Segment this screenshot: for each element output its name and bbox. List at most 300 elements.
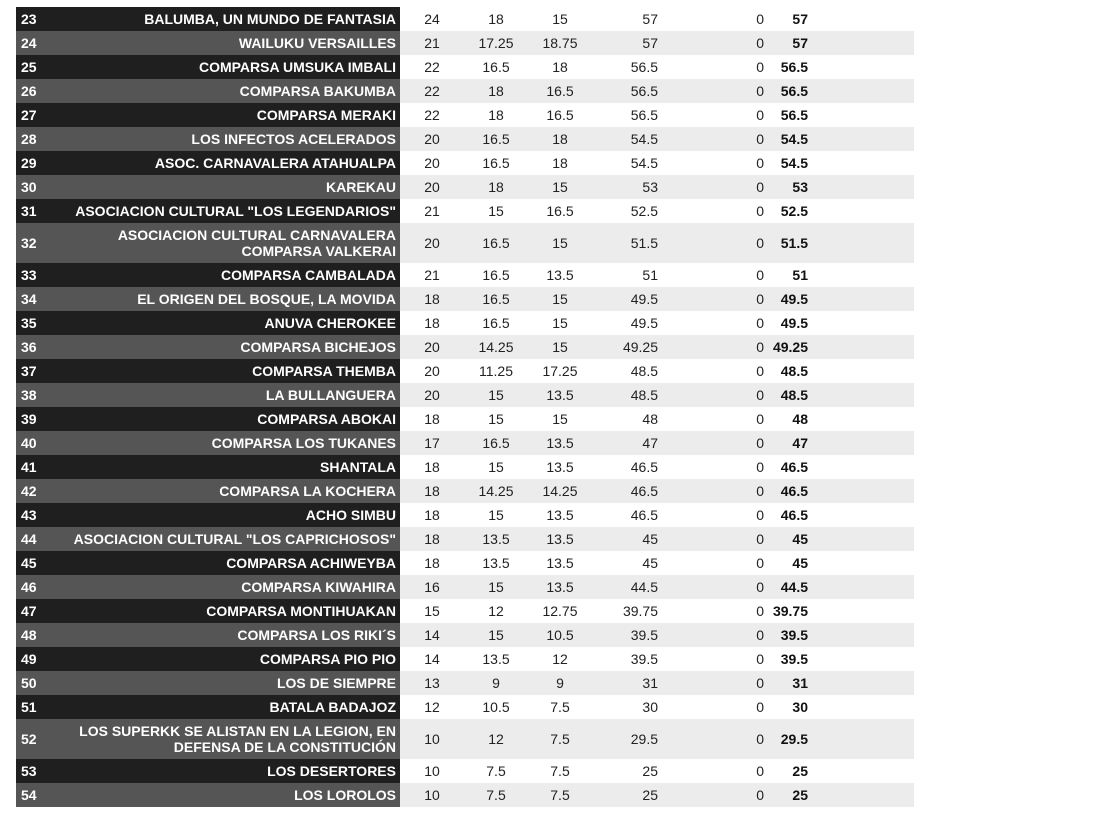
total-cell: 46.5 [780,459,808,475]
group-name-cell: ASOCIACION CULTURAL CARNAVALERA COMPARSA VALKERAI [58,223,400,263]
table-row [16,599,914,623]
score-2-cell: 16.5 [464,287,528,311]
penalty-cell: 0 [756,155,764,171]
subtotal-cell: 54.5 [630,155,658,171]
spacer-cell [812,359,914,383]
table-row [16,671,914,695]
score-2-cell: 16.5 [482,315,510,331]
rank-cell: 39 [16,407,58,431]
table-row [16,783,914,807]
total-cell: 31 [764,671,812,695]
spacer-cell [812,455,914,479]
score-1-cell: 12 [424,699,440,715]
score-3-cell: 7.5 [528,719,592,759]
spacer-cell [812,599,914,623]
subtotal-cell: 46.5 [630,459,658,475]
table-row [16,287,914,311]
score-2-cell: 16.5 [464,223,528,263]
rank-cell: 29 [16,151,58,175]
rank-cell: 42 [16,479,58,503]
spacer-cell [812,383,914,407]
group-name-cell: LOS SUPERKK SE ALISTAN EN LA LEGION, EN DEFENSA DE LA CONSTITUCIÓN [58,719,400,759]
rank-cell: 26 [16,79,58,103]
total-cell: 46.5 [764,479,812,503]
subtotal-cell: 56.5 [592,79,664,103]
spacer-cell [812,759,914,783]
subtotal-cell: 49.25 [592,335,664,359]
total-cell: 39.5 [764,623,812,647]
score-3-cell: 17.25 [542,363,578,379]
rank-cell: 34 [16,287,58,311]
score-1-cell: 10 [400,783,464,807]
group-name-cell: COMPARSA LOS TUKANES [58,431,400,455]
spacer-cell [812,575,914,599]
score-3-cell: 10.5 [528,623,592,647]
spacer-cell [812,431,914,455]
rank-cell: 46 [16,575,58,599]
group-name-cell: COMPARSA UMSUKA IMBALI [58,55,400,79]
spacer-cell [812,671,914,695]
rank-cell: 23 [16,7,58,31]
score-1-cell: 14 [424,651,440,667]
score-3-cell: 15 [528,287,592,311]
score-3-cell: 13.5 [528,527,592,551]
rank-cell: 44 [16,527,58,551]
subtotal-cell: 48.5 [592,383,664,407]
rank-cell: 38 [16,383,58,407]
total-cell: 46.5 [780,507,808,523]
subtotal-cell: 46.5 [630,507,658,523]
rank-cell: 24 [16,31,58,55]
table-row [16,127,914,151]
group-name-cell: COMPARSA ABOKAI [58,407,400,431]
rank-cell: 45 [16,551,58,575]
group-name-cell: LOS LOROLOS [58,783,400,807]
subtotal-cell: 25 [642,763,658,779]
subtotal-cell: 44.5 [592,575,664,599]
spacer-cell [812,407,914,431]
group-name-cell: COMPARSA ACHIWEYBA [58,551,400,575]
score-2-cell: 16.5 [482,59,510,75]
spacer-cell [812,335,914,359]
penalty-cell: 0 [756,555,764,571]
rank-cell: 40 [16,431,58,455]
score-2-cell: 18 [488,107,504,123]
rank-cell: 25 [16,55,58,79]
score-2-cell: 18 [464,79,528,103]
table-row [16,223,914,263]
score-1-cell: 13 [400,671,464,695]
spacer-cell [812,263,914,287]
rank-cell: 37 [16,359,58,383]
score-3-cell: 9 [528,671,592,695]
score-3-cell: 14.25 [528,479,592,503]
subtotal-cell: 56.5 [630,59,658,75]
group-name-cell: COMPARSA LOS RIKI´S [58,623,400,647]
total-cell: 25 [764,783,812,807]
score-3-cell: 7.5 [550,763,570,779]
group-name-cell: SHANTALA [58,455,400,479]
score-1-cell: 18 [400,527,464,551]
score-1-cell: 21 [424,267,440,283]
subtotal-cell: 52.5 [630,203,658,219]
penalty-cell: 0 [756,411,764,427]
results-body [16,7,914,807]
penalty-cell: 0 [664,719,764,759]
group-name-cell: COMPARSA PIO PIO [58,647,400,671]
penalty-cell: 0 [756,763,764,779]
score-1-cell: 20 [424,363,440,379]
rank-cell: 51 [16,695,58,719]
score-3-cell: 7.5 [528,783,592,807]
score-1-cell: 10 [400,719,464,759]
rank-cell: 54 [16,783,58,807]
rank-cell: 30 [16,175,58,199]
subtotal-cell: 47 [592,431,664,455]
table-row [16,407,914,431]
table-row [16,431,914,455]
total-cell: 54.5 [780,155,808,171]
spacer-cell [812,551,914,575]
total-cell: 56.5 [764,79,812,103]
spacer-cell [812,31,914,55]
score-2-cell: 11.25 [479,363,513,379]
table-row [16,479,914,503]
table-row [16,151,914,175]
score-3-cell: 13.5 [546,267,574,283]
total-cell: 29.5 [764,719,812,759]
score-2-cell: 15 [488,459,504,475]
rank-cell: 48 [16,623,58,647]
score-2-cell: 12 [488,603,504,619]
table-row [16,623,914,647]
rank-cell: 31 [16,199,58,223]
score-1-cell: 20 [424,155,440,171]
subtotal-cell: 54.5 [592,127,664,151]
spacer-cell [812,783,914,807]
score-1-cell: 20 [400,175,464,199]
total-cell: 57 [764,31,812,55]
score-3-cell: 15 [528,223,592,263]
spacer-cell [812,55,914,79]
table-row [16,263,914,287]
score-1-cell: 18 [424,507,440,523]
spacer-cell [812,79,914,103]
score-3-cell: 13.5 [528,383,592,407]
group-name-cell: COMPARSA CAMBALADA [58,263,400,287]
score-2-cell: 13.5 [482,555,510,571]
subtotal-cell: 51 [642,267,658,283]
table-row [16,503,914,527]
score-3-cell: 15 [528,175,592,199]
group-name-cell: COMPARSA THEMBA [58,359,400,383]
subtotal-cell: 53 [592,175,664,199]
score-1-cell: 20 [400,383,464,407]
group-name-cell: COMPARSA BAKUMBA [58,79,400,103]
score-2-cell: 13.5 [464,527,528,551]
spacer-cell [812,647,914,671]
total-cell: 49.5 [780,315,808,331]
rank-cell: 27 [16,103,58,127]
spacer-cell [812,719,914,759]
score-2-cell: 16.5 [482,155,510,171]
penalty-cell: 0 [664,287,764,311]
score-3-cell: 18 [528,127,592,151]
subtotal-cell: 31 [592,671,664,695]
total-cell: 49.5 [764,287,812,311]
rank-cell: 33 [16,263,58,287]
penalty-cell: 0 [664,623,764,647]
table-row [16,199,914,223]
subtotal-cell: 57 [642,11,658,27]
group-name-cell: COMPARSA MONTIHUAKAN [58,599,400,623]
spacer-cell [812,223,914,263]
score-3-cell: 13.5 [546,555,574,571]
rank-cell: 36 [16,335,58,359]
group-name-cell: ANUVA CHEROKEE [58,311,400,335]
table-row [16,551,914,575]
total-cell: 39.5 [780,651,808,667]
penalty-cell: 0 [664,335,764,359]
penalty-cell: 0 [664,431,764,455]
score-1-cell: 10 [424,763,440,779]
score-3-cell: 12.75 [542,603,578,619]
table-row [16,79,914,103]
rank-cell: 52 [16,719,58,759]
score-2-cell: 14.25 [464,479,528,503]
subtotal-cell: 30 [642,699,658,715]
score-2-cell: 7.5 [486,763,506,779]
group-name-cell: LA BULLANGUERA [58,383,400,407]
spacer-cell [812,151,914,175]
table-row [16,359,914,383]
subtotal-cell: 56.5 [630,107,658,123]
penalty-cell: 0 [664,223,764,263]
total-cell: 57 [792,11,808,27]
score-1-cell: 15 [424,603,440,619]
penalty-cell: 0 [756,507,764,523]
subtotal-cell: 51.5 [592,223,664,263]
score-2-cell: 18 [488,11,504,27]
score-3-cell: 15 [552,411,568,427]
total-cell: 30 [792,699,808,715]
rank-cell: 41 [16,455,58,479]
score-3-cell: 13.5 [528,431,592,455]
total-cell: 51.5 [764,223,812,263]
spacer-cell [812,623,914,647]
score-1-cell: 17 [400,431,464,455]
total-cell: 45 [792,555,808,571]
score-3-cell: 16.5 [528,79,592,103]
penalty-cell: 0 [664,575,764,599]
score-2-cell: 16.5 [482,267,510,283]
group-name-cell: COMPARSA KIWAHIRA [58,575,400,599]
score-2-cell: 18 [464,175,528,199]
rank-cell: 50 [16,671,58,695]
group-name-cell: LOS INFECTOS ACELERADOS [58,127,400,151]
subtotal-cell: 39.5 [630,651,658,667]
group-name-cell: WAILUKU VERSAILLES [58,31,400,55]
penalty-cell: 0 [664,527,764,551]
score-2-cell: 10.5 [482,699,510,715]
penalty-cell: 0 [756,315,764,331]
penalty-cell: 0 [756,651,764,667]
rank-cell: 28 [16,127,58,151]
subtotal-cell: 49.5 [630,315,658,331]
score-3-cell: 7.5 [550,699,570,715]
subtotal-cell: 48.5 [630,363,658,379]
score-3-cell: 16.5 [546,203,574,219]
penalty-cell: 0 [756,11,764,27]
subtotal-cell: 48 [642,411,658,427]
rank-cell: 47 [16,599,58,623]
score-1-cell: 18 [424,459,440,475]
score-1-cell: 18 [424,315,440,331]
spacer-cell [812,103,914,127]
score-2-cell: 16.5 [464,431,528,455]
penalty-cell: 0 [664,383,764,407]
score-1-cell: 20 [400,127,464,151]
subtotal-cell: 39.5 [592,623,664,647]
table-row [16,335,914,359]
penalty-cell: 0 [756,459,764,475]
total-cell: 48.5 [780,363,808,379]
table-row [16,527,914,551]
penalty-cell: 0 [756,363,764,379]
total-cell: 48.5 [764,383,812,407]
results-table [16,7,914,807]
score-3-cell: 13.5 [528,575,592,599]
table-row [16,103,914,127]
subtotal-cell: 39.75 [622,603,658,619]
score-2-cell: 15 [464,383,528,407]
group-name-cell: LOS DESERTORES [58,759,400,783]
penalty-cell: 0 [756,603,764,619]
score-3-cell: 16.5 [546,107,574,123]
subtotal-cell: 25 [592,783,664,807]
group-name-cell: ASOC. CARNAVALERA ATAHUALPA [58,151,400,175]
penalty-cell: 0 [664,127,764,151]
table-row [16,383,914,407]
group-name-cell: ASOCIACION CULTURAL "LOS LEGENDARIOS" [58,199,400,223]
group-name-cell: COMPARSA MERAKI [58,103,400,127]
score-2-cell: 15 [488,411,504,427]
score-2-cell: 15 [464,623,528,647]
score-1-cell: 20 [400,223,464,263]
total-cell: 56.5 [780,107,808,123]
penalty-cell: 0 [664,31,764,55]
spacer-cell [812,503,914,527]
total-cell: 56.5 [780,59,808,75]
spacer-cell [812,199,914,223]
score-3-cell: 13.5 [546,459,574,475]
total-cell: 39.75 [772,603,808,619]
score-1-cell: 22 [400,79,464,103]
penalty-cell: 0 [756,267,764,283]
penalty-cell: 0 [756,203,764,219]
rank-cell: 43 [16,503,58,527]
rank-cell: 49 [16,647,58,671]
rank-cell: 32 [16,223,58,263]
score-2-cell: 15 [488,507,504,523]
score-2-cell: 15 [464,575,528,599]
score-2-cell: 12 [464,719,528,759]
total-cell: 25 [792,763,808,779]
penalty-cell: 0 [664,783,764,807]
score-1-cell: 22 [424,59,440,75]
score-1-cell: 22 [424,107,440,123]
score-1-cell: 16 [400,575,464,599]
spacer-cell [812,175,914,199]
score-1-cell: 20 [400,335,464,359]
table-row [16,175,914,199]
score-1-cell: 18 [424,555,440,571]
score-2-cell: 7.5 [464,783,528,807]
score-3-cell: 15 [552,11,568,27]
spacer-cell [812,479,914,503]
total-cell: 48 [792,411,808,427]
table-row [16,759,914,783]
subtotal-cell: 49.5 [592,287,664,311]
rank-cell: 53 [16,759,58,783]
score-3-cell: 13.5 [546,507,574,523]
subtotal-cell: 57 [592,31,664,55]
rank-cell: 35 [16,311,58,335]
score-3-cell: 18 [552,155,568,171]
table-row [16,695,914,719]
subtotal-cell: 29.5 [592,719,664,759]
total-cell: 47 [764,431,812,455]
score-1-cell: 21 [400,31,464,55]
subtotal-cell: 46.5 [592,479,664,503]
score-2-cell: 9 [464,671,528,695]
table-row [16,647,914,671]
score-3-cell: 15 [528,335,592,359]
score-1-cell: 18 [400,287,464,311]
score-1-cell: 14 [400,623,464,647]
table-row [16,7,914,31]
group-name-cell: EL ORIGEN DEL BOSQUE, LA MOVIDA [58,287,400,311]
subtotal-cell: 45 [642,555,658,571]
penalty-cell: 0 [664,479,764,503]
score-2-cell: 16.5 [464,127,528,151]
penalty-cell: 0 [664,175,764,199]
group-name-cell: LOS DE SIEMPRE [58,671,400,695]
score-3-cell: 18 [552,59,568,75]
score-2-cell: 13.5 [482,651,510,667]
total-cell: 49.25 [764,335,812,359]
score-1-cell: 18 [424,411,440,427]
spacer-cell [812,311,914,335]
penalty-cell: 0 [756,59,764,75]
table-row [16,455,914,479]
group-name-cell: BATALA BADAJOZ [58,695,400,719]
score-3-cell: 18.75 [528,31,592,55]
score-2-cell: 14.25 [464,335,528,359]
score-1-cell: 18 [400,479,464,503]
table-row [16,31,914,55]
table-row [16,311,914,335]
penalty-cell: 0 [756,699,764,715]
group-name-cell: KAREKAU [58,175,400,199]
score-2-cell: 15 [488,203,504,219]
score-2-cell: 17.25 [464,31,528,55]
total-cell: 45 [764,527,812,551]
penalty-cell: 0 [664,79,764,103]
score-1-cell: 24 [424,11,440,27]
group-name-cell: ASOCIACION CULTURAL "LOS CAPRICHOSOS" [58,527,400,551]
total-cell: 51 [792,267,808,283]
